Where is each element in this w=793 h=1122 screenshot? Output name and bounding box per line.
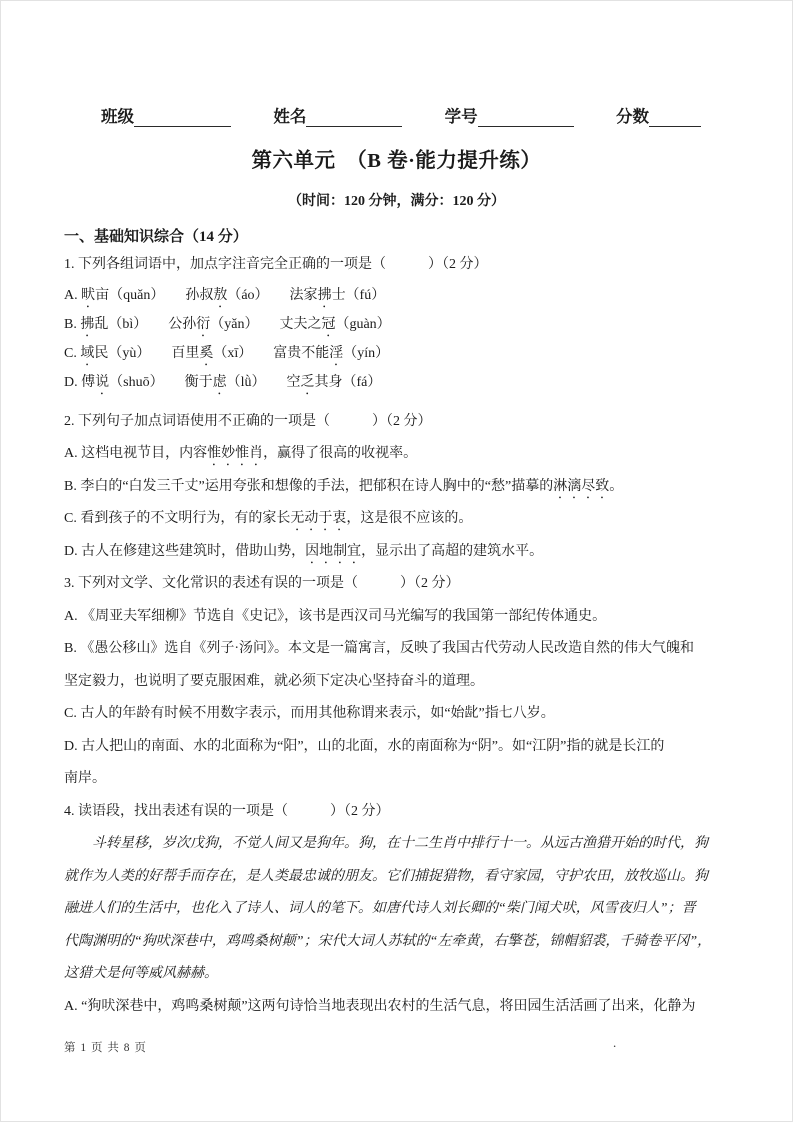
question-2-option-c: [64, 503, 729, 536]
question-3-option-a: [64, 601, 729, 634]
page-title: 第六单元 （B 卷·能力提升练）: [251, 150, 542, 172]
text-segment: B.: [64, 316, 81, 332]
text-segment: （áo） 法家: [227, 287, 318, 303]
text-segment: （yín）: [343, 345, 390, 361]
question-1-stem: [64, 249, 729, 282]
text-segment: ，赢得了很高的收视率。: [263, 446, 418, 461]
document-body: [64, 249, 729, 1023]
text-segment: （lǜ） 空: [226, 374, 301, 390]
text-segment: 融进人们的生活中，也化入了诗人、词人的笔下。如唐代诗人刘长卿的“柴门闻犬吠，风雪夜归人”；晋: [64, 901, 696, 916]
question-4-passage-line-2: [64, 861, 729, 894]
text-segment: （xī） 富贵不能: [213, 345, 330, 361]
dotted-emphasis-text: 淋漓尽致: [553, 478, 610, 494]
dotted-emphasis-text: 畎: [81, 287, 96, 303]
text-segment: （guàn）: [335, 316, 391, 332]
question-3-option-b-cont: [64, 666, 729, 699]
field-label: 班级: [101, 107, 134, 126]
text-segment: C.: [64, 345, 81, 361]
text-segment: A.: [64, 287, 82, 303]
question-1-option-c: [64, 340, 729, 369]
text-segment: 就作为人类的好帮手而存在，是人类最忠诚的朋友。它们捕捉猎物，看守家园，守护农田，放牧巡山。狗: [64, 868, 708, 884]
question-3-stem: [64, 568, 729, 601]
text-segment: 南岸。: [64, 771, 106, 786]
page-number: 第 1 页 共 8 页: [64, 1042, 147, 1054]
question-4-stem: [64, 796, 729, 829]
text-segment: C. 看到孩子的不文明行为，有的家长: [64, 511, 291, 526]
dotted-emphasis-text: 虑: [212, 374, 227, 390]
question-4-passage-line-4: [64, 926, 729, 959]
text-segment: 。: [609, 478, 624, 494]
question-2-option-d: [64, 536, 729, 569]
question-4-option-a: [64, 991, 729, 1024]
dotted-emphasis-text: 冠: [321, 316, 336, 332]
dotted-emphasis-text: 域: [80, 345, 95, 361]
dotted-emphasis-text: 拂: [317, 287, 332, 303]
text-segment: C. 古人的年龄有时候不用数字表示，而用其他称谓来表示，如“始龀”指七八岁。: [64, 706, 555, 721]
field-student-id: [445, 103, 574, 127]
text-segment: 其身（fá）: [314, 374, 382, 390]
text-segment: D. 傅: [64, 374, 96, 390]
question-1-option-b: [64, 311, 729, 340]
dotted-emphasis-text: 淫: [329, 345, 344, 361]
field-class: [101, 103, 231, 127]
dotted-emphasis-text: 拂: [80, 316, 95, 332]
question-4-passage-line-1: [64, 828, 729, 861]
question-3-option-d-cont: [64, 763, 729, 796]
question-1-option-d: [64, 369, 729, 398]
text-segment: 亩（quǎn） 孙叔: [95, 287, 214, 303]
text-segment: A. 《周亚夫军细柳》节选自《史记》，该书是西汉司马光编写的我国第一部纪传体通史。: [64, 608, 607, 624]
blank-underline: [306, 109, 402, 127]
dotted-emphasis-text: 无动于衷: [290, 511, 347, 526]
exam-time-score: （时间：120 分钟，满分：120 分）: [288, 194, 505, 209]
blank-underline: [134, 109, 231, 127]
text-segment: （shuō） 衡于: [109, 374, 213, 390]
text-segment: D. 古人把山的南面、水的北面称为“阳”，山的北面，水的南面称为“阴”。如“江阴”指的就是长江的: [64, 738, 665, 754]
blank-underline: [478, 109, 574, 127]
question-2-stem: [64, 406, 729, 439]
text-segment: 2. 下列句子加点词语使用不正确的一项是（ ）（2 分）: [64, 413, 432, 429]
text-segment: 4. 读语段，找出表述有误的一项是（ ）（2 分）: [64, 803, 390, 819]
text-segment: A. 这档电视节目，内容: [64, 446, 208, 461]
question-2-option-b: [64, 471, 729, 504]
section-one-heading: 一、基础知识综合（14 分）: [64, 229, 248, 245]
dotted-emphasis-text: 说: [95, 374, 110, 390]
text-segment: B. 李白的“白发三千丈”运用夸张和想像的手法，把郁积在诗人胸中的“愁”描摹的: [64, 478, 554, 494]
question-4-passage-line-5: [64, 958, 729, 991]
question-4-passage-line-3: [64, 893, 729, 926]
question-2-option-a: [64, 438, 729, 471]
text-segment: D. 古人在修建这些建筑时，借助山势，: [64, 543, 306, 559]
text-segment: 乱（bì） 公孙: [94, 316, 197, 332]
question-3-option-d: [64, 731, 729, 764]
question-1-option-a: [64, 282, 729, 311]
dotted-emphasis-text: 惟妙惟肖: [207, 446, 264, 461]
text-segment: ，这是很不应该的。: [346, 511, 473, 526]
text-segment: B. 《愚公移山》选自《列子·汤问》。本文是一篇寓言，反映了我国古代劳动人民改造自然的伟大气魄和: [64, 641, 694, 656]
text-segment: 坚定毅力，也说明了要克服困难，就必须下定决心坚持奋斗的道理。: [64, 673, 484, 689]
student-info-row: [101, 103, 701, 127]
field-label: 学号: [444, 107, 478, 126]
text-segment: 这猎犬是何等威风赫赫。: [64, 966, 218, 981]
dotted-emphasis-text: 乏: [300, 374, 315, 390]
stray-period: .: [613, 1035, 617, 1050]
text-segment: 3. 下列对文学、文化常识的表述有误的一项是（ ）（2 分）: [64, 576, 460, 591]
dotted-emphasis-text: 敖: [213, 287, 228, 303]
blank-underline: [649, 109, 701, 127]
text-segment: 民（yù） 百里: [94, 345, 200, 361]
text-segment: 代陶渊明的“狗吠深巷中，鸡鸣桑树颠”；宋代大词人苏轼的“左牵黄，右擎苍，锦帽貂裘，千骑卷平冈”，: [64, 933, 712, 949]
text-segment: A. “狗吠深巷中，鸡鸣桑树颠”这两句诗恰当地表现出农村的生活气息，将田园生活活画了出来，化静为: [64, 998, 696, 1014]
text-segment: （yǎn） 丈夫之: [210, 316, 322, 332]
dotted-emphasis-text: 因地制宜: [305, 543, 362, 559]
text-segment: 士（fú）: [331, 287, 386, 303]
question-3-option-c: [64, 698, 729, 731]
dotted-emphasis-text: 奚: [199, 345, 214, 361]
field-label: 姓名: [273, 107, 307, 126]
field-name: [273, 103, 402, 127]
question-3-option-b: [64, 633, 729, 666]
field-label: 分数: [615, 107, 649, 126]
field-score: [616, 103, 701, 127]
dotted-emphasis-text: 衍: [196, 316, 211, 332]
text-segment: 斗转星移，岁次戊狗，不觉人间又是狗年。狗，在十二生肖中排行十一。从远古渔猎开始的时代，狗: [64, 836, 708, 851]
text-segment: ，显示出了高超的建筑水平。: [361, 543, 544, 559]
text-segment: 1. 下列各组词语中，加点字注音完全正确的一项是（ ）（2 分）: [64, 257, 488, 272]
